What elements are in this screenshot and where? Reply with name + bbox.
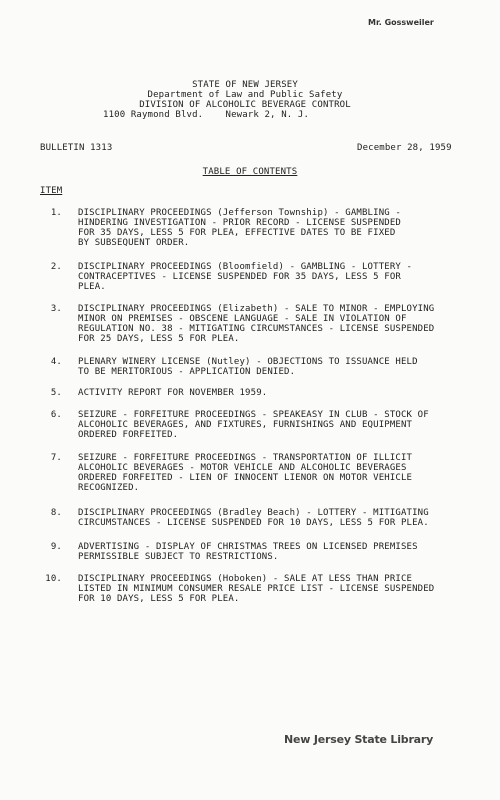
item-number: 4. [50, 357, 62, 367]
item-number: 2. [50, 262, 62, 272]
item-number: 6. [50, 410, 62, 420]
department-name: Department of Law and Public Safety [147, 90, 343, 100]
bulletin-number: BULLETIN 1313 [40, 143, 113, 153]
bulletin-date: December 28, 1959 [357, 143, 452, 153]
item-text: SEIZURE - FORFEITURE PROCEEDINGS - TRANSPORTATION OF ILLICIT ALCOHOLIC BEVERAGES - MOTOR VEHICLE AND ALCOHOLIC BEVERAGES ORDERED FORFEITED - LIEN OF INNOCENT LIENOR ON MOTOR VEHICLE RECOGNIZED. [78, 453, 413, 493]
item-number: 8. [50, 508, 62, 518]
toc-title [0, 167, 500, 178]
state-name: STATE OF NEW JERSEY [192, 80, 298, 90]
item-number: 5. [50, 388, 62, 398]
letterhead [100, 80, 390, 110]
item-text: ACTIVITY REPORT FOR NOVEMBER 1959. [78, 388, 268, 398]
item-text: SEIZURE - FORFEITURE PROCEEDINGS - SPEAKEASY IN CLUB - STOCK OF ALCOHOLIC BEVERAGES, AND FIXTURES, FURNISHINGS AND EQUIPMENT ORDERED FORFEITED. [78, 410, 429, 440]
library-stamp: New Jersey State Library [284, 733, 434, 746]
toc-title-text: TABLE OF CONTENTS [202, 167, 298, 177]
recipient-note: Mr. Gossweiler [368, 18, 434, 27]
item-number: 7. [50, 453, 62, 463]
item-column-header: ITEM [40, 186, 63, 196]
item-number: 1. [50, 208, 62, 218]
item-number: 10. [45, 574, 62, 584]
item-text: PLENARY WINERY LICENSE (Nutley) - OBJECTIONS TO ISSUANCE HELD TO BE MERITORIOUS - APPLICATION DENIED. [78, 357, 418, 377]
item-text: DISCIPLINARY PROCEEDINGS (Jefferson Township) - GAMBLING - HINDERING INVESTIGATION - PRIOR RECORD - LICENSE SUSPENDED FOR 35 DAYS, LESS 5 FOR PLEA, EFFECTIVE DATES TO BE FIXED BY SUBSEQUENT ORDER. [78, 208, 401, 248]
item-text: DISCIPLINARY PROCEEDINGS (Elizabeth) - SALE TO MINOR - EMPLOYING MINOR ON PREMISES - OBSCENE LANGUAGE - SALE IN VIOLATION OF REGULATION NO. 38 - MITIGATING CIRCUMSTANCES - LICENSE SUSPENDED FOR 25 DAYS, LESS 5 FOR PLEA. [78, 304, 435, 344]
address: 1100 Raymond Blvd. Newark 2, N. J. [103, 110, 310, 120]
item-text: DISCIPLINARY PROCEEDINGS (Hoboken) - SALE AT LESS THAN PRICE LISTED IN MINIMUM CONSUMER RESALE PRICE LIST - LICENSE SUSPENDED FOR 10 DAYS, LESS 5 FOR PLEA. [78, 574, 435, 604]
item-text: DISCIPLINARY PROCEEDINGS (Bloomfield) - GAMBLING - LOTTERY - CONTRACEPTIVES - LICENSE SUSPENDED FOR 35 DAYS, LESS 5 FOR PLEA. [78, 262, 413, 292]
item-text: ADVERTISING - DISPLAY OF CHRISTMAS TREES ON LICENSED PREMISES PERMISSIBLE SUBJECT TO RESTRICTIONS. [78, 542, 418, 562]
item-number: 9. [50, 542, 62, 552]
item-text: DISCIPLINARY PROCEEDINGS (Bradley Beach) - LOTTERY - MITIGATING CIRCUMSTANCES - LICENSE SUSPENDED FOR 10 DAYS, LESS 5 FOR PLEA. [78, 508, 429, 528]
item-number: 3. [50, 304, 62, 314]
division-name: DIVISION OF ALCOHOLIC BEVERAGE CONTROL [139, 100, 351, 110]
